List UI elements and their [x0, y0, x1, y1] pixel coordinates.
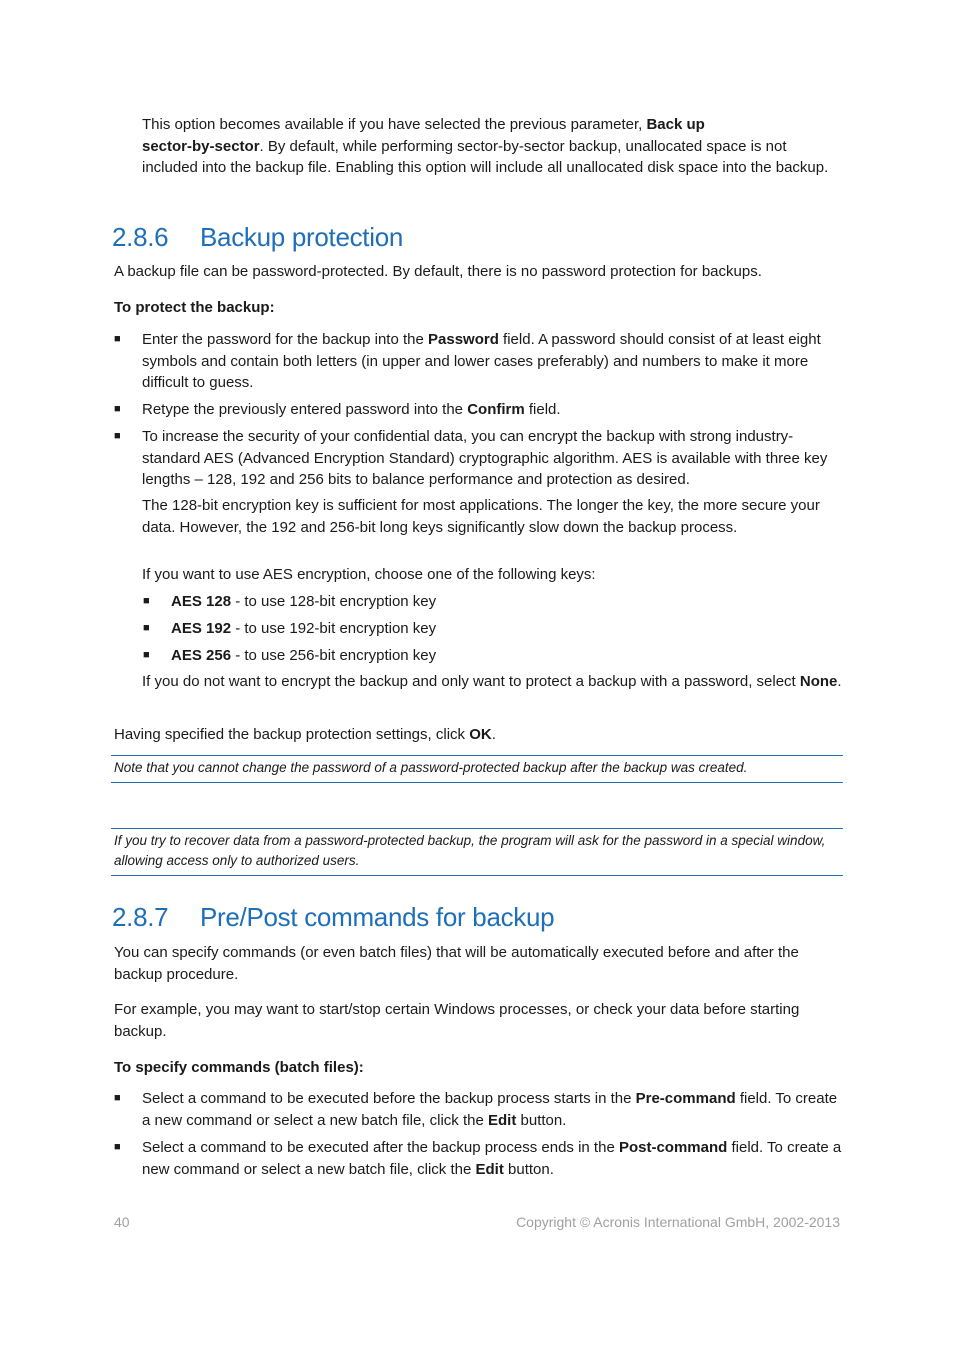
encryption-key-paragraph: The 128-bit encryption key is sufficient for most applications. The longer the key, the more secure your data. However, the 192 and 256-bit long keys significantly slow down the backup process. [142, 497, 820, 536]
bullet-icon: ■ [114, 333, 121, 345]
list-item-password: Enter the password for the backup into the Password field. A password should consist of at least eight symbols and contain both letters (in upper and lower cases preferably) and numbers to make it more difficult to guess. [142, 331, 821, 392]
section-heading-pre-post-commands: 2.8.7 Pre/Post commands for backup [112, 902, 555, 932]
copyright: Copyright © Acronis International GmbH, 2002-2013 [516, 1214, 840, 1230]
section2-paragraph-2: For example, you may want to start/stop certain Windows processes, or check your data before starting backup. [114, 1001, 800, 1040]
note-password-change: Note that you cannot change the password of a password-protected backup after the backup was created. [111, 755, 843, 783]
bullet-icon: ■ [114, 430, 121, 442]
bullet-icon: ■ [114, 1092, 121, 1104]
list-item-encryption: To increase the security of your confidential data, you can encrypt the backup with strong industry-standard AES (Advanced Encryption Standard) cryptographic algorithm. AES is available with three key lengths – 128, 192 and 256 bits to balance performance and protection as desired. [142, 428, 828, 489]
list-item-aes192: AES 192 - to use 192-bit encryption key [171, 620, 437, 637]
intro-paragraph: This option becomes available if you have selected the previous parameter, Back up sector-by-sector. By default, while performing sector-by-sector backup, unallocated space is not included into the backup file. Enabling this option will include all unallocated disk space into the backup. [142, 116, 829, 177]
list-item-post-command: Select a command to be executed after the backup process ends in the Post-command field. To create a new command or select a new batch file, click the Edit button. [142, 1139, 842, 1178]
section2-lead: To specify commands (batch files): [114, 1059, 364, 1076]
list-item-pre-command: Select a command to be executed before the backup process starts in the Pre-command field. To create a new command or select a new batch file, click the Edit button. [142, 1090, 838, 1129]
encryption-choice-paragraph: If you want to use AES encryption, choose one of the following keys: [142, 566, 596, 583]
bullet-icon: ■ [143, 622, 150, 634]
bullet-icon: ■ [114, 403, 121, 415]
section1-lead: To protect the backup: [114, 299, 275, 316]
page-number: 40 [114, 1214, 130, 1230]
section-heading-backup-protection: 2.8.6 Backup protection [112, 222, 404, 252]
list-item-confirm: Retype the previously entered password into the Confirm field. [142, 401, 561, 418]
section2-paragraph-1: You can specify commands (or even batch files) that will be automatically executed before and after the backup procedure. [114, 944, 799, 983]
section1-paragraph: A backup file can be password-protected. By default, there is no password protection for backups. [114, 263, 762, 280]
list-item-aes256: AES 256 - to use 256-bit encryption key [171, 647, 437, 664]
list-item-aes128: AES 128 - to use 128-bit encryption key [171, 593, 437, 610]
bullet-icon: ■ [143, 649, 150, 661]
ok-paragraph: Having specified the backup protection settings, click OK. [114, 726, 496, 743]
none-option-paragraph: If you do not want to encrypt the backup and only want to protect a backup with a password, select None. [142, 673, 842, 690]
note-password-recovery: If you try to recover data from a password-protected backup, the program will ask for the password in a special window, allowing access only to authorized users. [111, 828, 843, 876]
bullet-icon: ■ [114, 1141, 121, 1153]
bullet-icon: ■ [143, 595, 150, 607]
